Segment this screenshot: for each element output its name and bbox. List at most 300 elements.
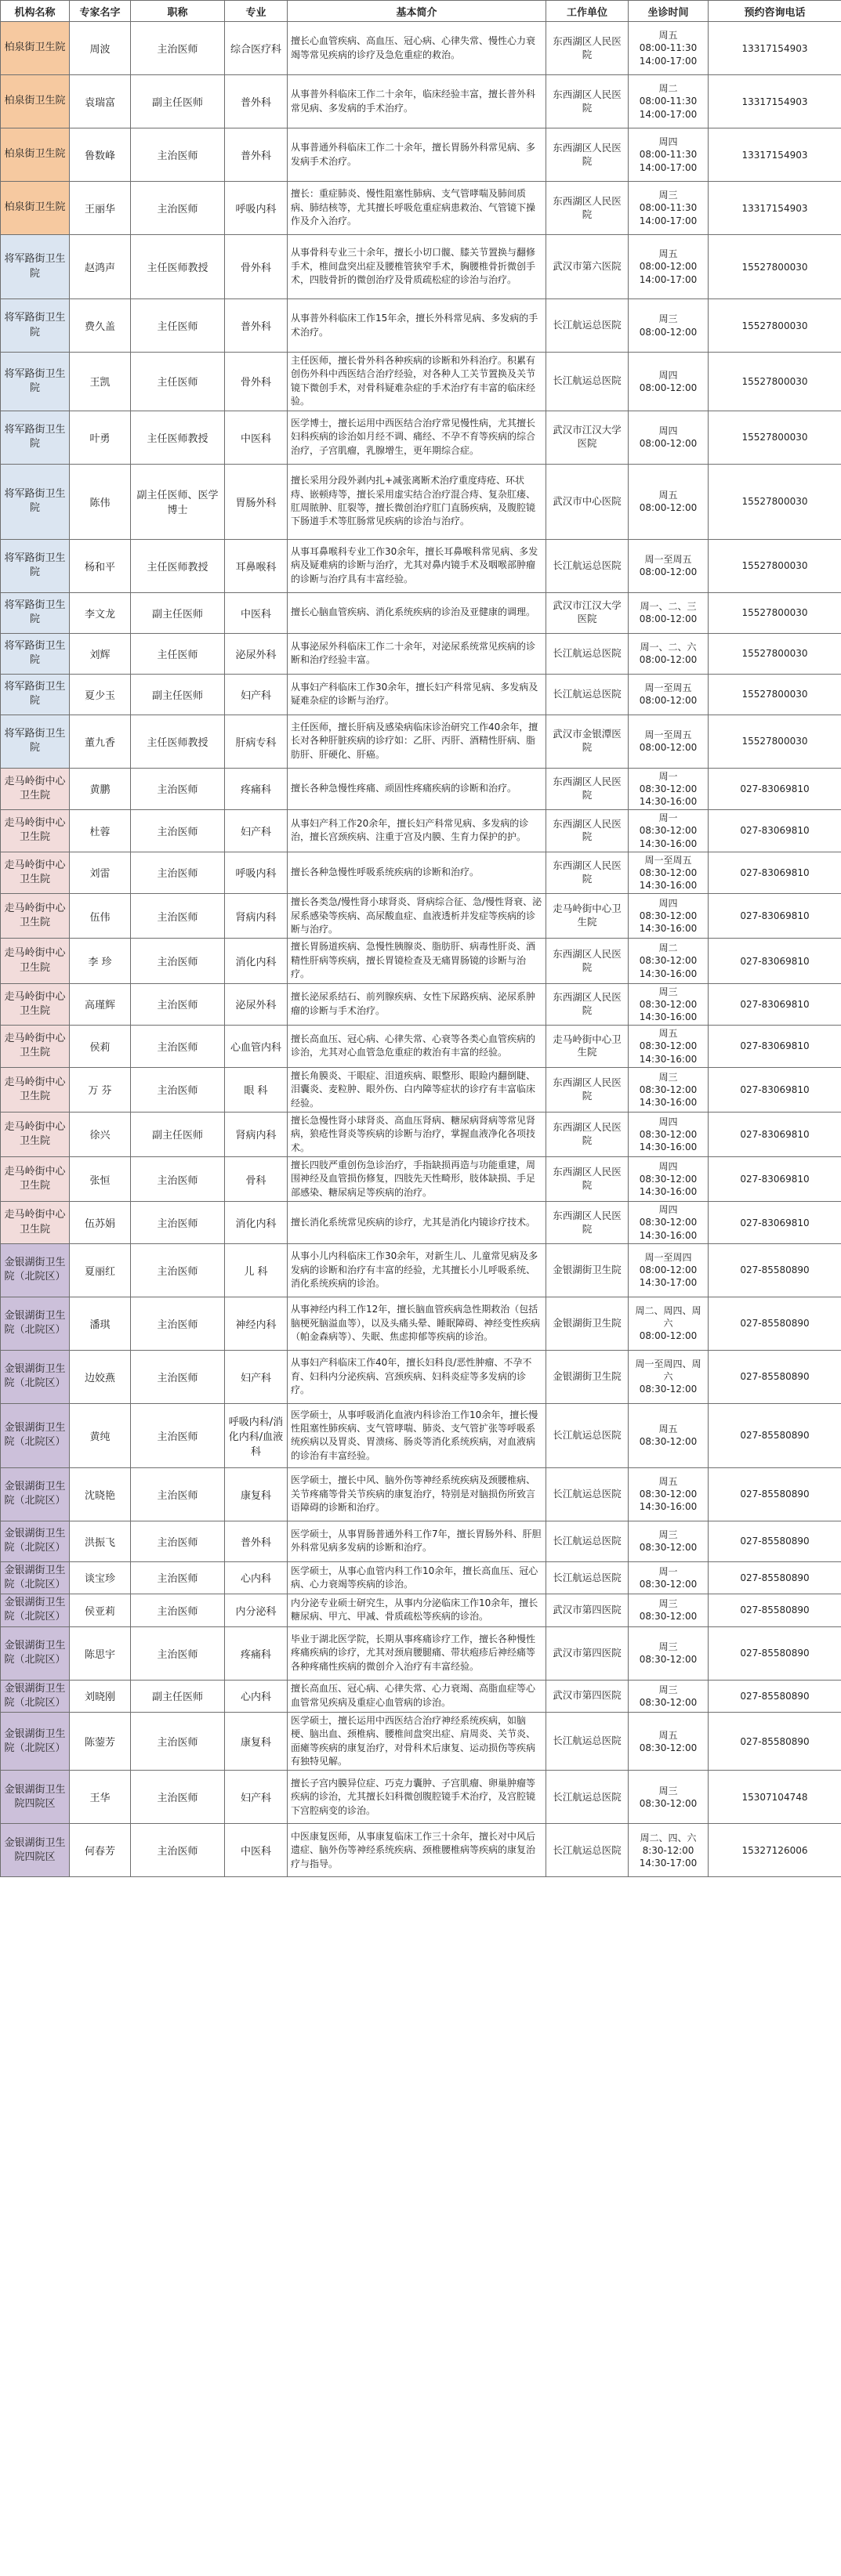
cell-title: 主治医师 (131, 1521, 225, 1561)
cell-bio: 擅长泌尿系结石、前列腺疾病、女性下尿路疾病、泌尿系肿瘤的诊断与手术治疗。 (288, 983, 546, 1026)
column-header-time: 坐诊时间 (629, 1, 709, 22)
cell-org: 柏泉街卫生院 (1, 75, 70, 128)
cell-expert-name: 伍伟 (70, 894, 131, 939)
cell-org: 金银湖街卫生院四院区 (1, 1771, 70, 1824)
cell-bio: 从事耳鼻喉科专业工作30余年，擅长耳鼻喉科常见病、多发病及疑难病的诊断与治疗，尤其对鼻内镜手术及咽喉部肿瘤的诊断与治疗具有丰富经验。 (288, 539, 546, 592)
column-header-workplace: 工作单位 (546, 1, 629, 22)
cell-clinic-time: 周一至周四、周六 08:30-12:00 (629, 1350, 709, 1403)
cell-workplace: 东西湖区人民医院 (546, 22, 629, 75)
cell-specialty: 中医科 (225, 411, 288, 464)
cell-workplace: 东西湖区人民医院 (546, 1202, 629, 1244)
cell-expert-name: 王凯 (70, 353, 131, 411)
cell-org: 金银湖街卫生院（北院区） (1, 1594, 70, 1626)
cell-specialty: 内分泌科 (225, 1594, 288, 1626)
cell-specialty: 心内科 (225, 1680, 288, 1712)
cell-phone: 15527800030 (709, 539, 841, 592)
cell-workplace: 武汉市第六医院 (546, 235, 629, 299)
cell-title: 主治医师 (131, 1202, 225, 1244)
cell-workplace: 东西湖区人民医院 (546, 128, 629, 182)
cell-org: 将军路街卫生院 (1, 715, 70, 768)
cell-org: 金银湖街卫生院（北院区） (1, 1521, 70, 1561)
cell-specialty: 骨科 (225, 1157, 288, 1202)
cell-clinic-time: 周三 08:30-12:00 (629, 1594, 709, 1626)
cell-phone: 027-85580890 (709, 1626, 841, 1680)
cell-phone: 15327126006 (709, 1824, 841, 1877)
cell-title: 主任医师 (131, 633, 225, 674)
cell-expert-name: 鲁数峰 (70, 128, 131, 182)
cell-org: 将军路街卫生院 (1, 539, 70, 592)
cell-phone: 027-85580890 (709, 1561, 841, 1594)
cell-clinic-time: 周二 08:30-12:00 14:30-16:00 (629, 939, 709, 983)
cell-phone: 027-85580890 (709, 1403, 841, 1467)
cell-specialty: 中医科 (225, 1824, 288, 1877)
cell-workplace: 东西湖区人民医院 (546, 939, 629, 983)
cell-expert-name: 李文龙 (70, 592, 131, 633)
column-header-specialty: 专业 (225, 1, 288, 22)
cell-bio: 从事普外科临床工作二十余年，临床经验丰富，擅长普外科常见病、多发病的手术治疗。 (288, 75, 546, 128)
cell-phone: 027-83069810 (709, 983, 841, 1026)
cell-bio: 医学博士，擅长运用中西医结合治疗常见慢性病，尤其擅长妇科疾病的诊治如月经不调、痛经、不孕不育等疾病的综合治疗，子宫肌瘤，乳腺增生，更年期综合症。 (288, 411, 546, 464)
cell-bio: 擅长子宫内膜异位症、巧克力囊肿、子宫肌瘤、卵巢肿瘤等疾病的诊治，尤其擅长妇科微创腹腔镜手术治疗，及宫腔镜下宫腔病变的诊治。 (288, 1771, 546, 1824)
cell-phone: 027-83069810 (709, 1202, 841, 1244)
table-row (1, 1026, 841, 1068)
cell-bio: 擅长心血管疾病、高血压、冠心病、心律失常、慢性心力衰竭等常见疾病的诊疗及急危重症的救治。 (288, 22, 546, 75)
cell-clinic-time: 周五 08:00-11:30 14:00-17:00 (629, 22, 709, 75)
table-row (1, 1771, 841, 1824)
cell-org: 金银湖街卫生院（北院区） (1, 1712, 70, 1771)
cell-phone: 027-85580890 (709, 1467, 841, 1521)
cell-bio: 擅长胃肠道疾病、急慢性胰腺炎、脂肪肝、病毒性肝炎、酒精性肝病等疾病，擅长胃镜检查及无痛胃肠镜的诊断与治疗。 (288, 939, 546, 983)
cell-clinic-time: 周一至周五 08:00-12:00 (629, 715, 709, 768)
cell-expert-name: 袁瑞富 (70, 75, 131, 128)
cell-clinic-time: 周一 08:30-12:00 14:30-16:00 (629, 810, 709, 852)
cell-title: 副主任医师 (131, 1680, 225, 1712)
cell-org: 金银湖街卫生院（北院区） (1, 1626, 70, 1680)
cell-bio: 擅长各类急/慢性肾小球肾炎、肾病综合征、急/慢性肾衰、泌尿系感染等疾病、高尿酸血症、血液透析并发症等疾病的诊断与治疗。 (288, 894, 546, 939)
cell-org: 将军路街卫生院 (1, 592, 70, 633)
cell-bio: 医学硕士，擅长中风、脑外伤等神经系统疾病及颈腰椎病、关节疼痛等骨关节疾病的康复治疗，特别是对脑损伤所致言语障碍的诊断和治疗。 (288, 1467, 546, 1521)
cell-specialty: 普外科 (225, 75, 288, 128)
cell-specialty: 肾病内科 (225, 1112, 288, 1156)
cell-clinic-time: 周四 08:30-12:00 14:30-16:00 (629, 1112, 709, 1156)
column-header-title: 职称 (131, 1, 225, 22)
cell-expert-name: 万 芬 (70, 1067, 131, 1112)
cell-clinic-time: 周五 08:30-12:00 (629, 1403, 709, 1467)
cell-workplace: 武汉市金银潭医院 (546, 715, 629, 768)
cell-phone: 15307104748 (709, 1771, 841, 1824)
cell-title: 主治医师 (131, 1243, 225, 1297)
cell-specialty: 妇产科 (225, 674, 288, 715)
cell-specialty: 骨外科 (225, 235, 288, 299)
cell-clinic-time: 周五 08:30-12:00 14:30-16:00 (629, 1467, 709, 1521)
cell-workplace: 东西湖区人民医院 (546, 182, 629, 235)
cell-clinic-time: 周四 08:30-12:00 14:30-16:00 (629, 1202, 709, 1244)
table-row (1, 1297, 841, 1350)
cell-org: 走马岭街中心卫生院 (1, 852, 70, 894)
cell-bio: 从事神经内科工作12年，擅长脑血管疾病急性期救治（包括脑梗死脑溢血等），以及头痛头晕、睡眠障碍、神经变性疾病（帕金森病等）、失眠、焦虑抑郁等疾病的诊治。 (288, 1297, 546, 1350)
cell-specialty: 妇产科 (225, 1350, 288, 1403)
cell-phone: 027-83069810 (709, 1112, 841, 1156)
cell-title: 主治医师 (131, 1467, 225, 1521)
cell-expert-name: 谈宝珍 (70, 1561, 131, 1594)
table-body (1, 22, 841, 1877)
cell-phone: 027-85580890 (709, 1594, 841, 1626)
cell-specialty: 呼吸内科 (225, 852, 288, 894)
cell-org: 走马岭街中心卫生院 (1, 1157, 70, 1202)
cell-expert-name: 周波 (70, 22, 131, 75)
column-header-name: 专家名字 (70, 1, 131, 22)
table-row (1, 852, 841, 894)
cell-workplace: 金银湖街卫生院 (546, 1350, 629, 1403)
cell-clinic-time: 周四 08:30-12:00 14:30-16:00 (629, 894, 709, 939)
cell-bio: 从事小儿内科临床工作30余年，对新生儿、儿童常见病及多发病的诊断和治疗有丰富的经验，尤其擅长小儿呼吸系统、消化系统疾病的诊治。 (288, 1243, 546, 1297)
cell-title: 副主任医师 (131, 1112, 225, 1156)
cell-expert-name: 侯亚莉 (70, 1594, 131, 1626)
cell-expert-name: 刘晓刚 (70, 1680, 131, 1712)
cell-clinic-time: 周三 08:30-12:00 (629, 1626, 709, 1680)
cell-workplace: 长江航运总医院 (546, 1403, 629, 1467)
cell-clinic-time: 周四 08:00-11:30 14:00-17:00 (629, 128, 709, 182)
cell-org: 走马岭街中心卫生院 (1, 894, 70, 939)
cell-specialty: 普外科 (225, 299, 288, 353)
cell-title: 主任医师教授 (131, 539, 225, 592)
cell-clinic-time: 周一、二、三 08:00-12:00 (629, 592, 709, 633)
cell-workplace: 东西湖区人民医院 (546, 1067, 629, 1112)
cell-bio: 擅长采用分段外剥内扎+减张离断术治疗重度痔疮、环状痔、嵌顿痔等，擅长采用虚实结合治疗混合痔、复杂肛瘘、肛周脓肿、肛裂等，擅长微创治疗肛门直肠疾病，及腹腔镜下肠道手术等肛肠常见疾病的诊治与治疗。 (288, 464, 546, 539)
cell-clinic-time: 周四 08:00-12:00 (629, 353, 709, 411)
column-header-org: 机构名称 (1, 1, 70, 22)
cell-phone: 15527800030 (709, 715, 841, 768)
table-row (1, 810, 841, 852)
cell-workplace: 东西湖区人民医院 (546, 1112, 629, 1156)
cell-specialty: 消化内科 (225, 939, 288, 983)
cell-org: 金银湖街卫生院（北院区） (1, 1467, 70, 1521)
table-row (1, 1403, 841, 1467)
table-row (1, 1467, 841, 1521)
cell-org: 金银湖街卫生院（北院区） (1, 1297, 70, 1350)
table-header-row (1, 1, 841, 22)
cell-org: 柏泉街卫生院 (1, 128, 70, 182)
cell-phone: 027-85580890 (709, 1680, 841, 1712)
cell-phone: 15527800030 (709, 353, 841, 411)
cell-org: 金银湖街卫生院四院区 (1, 1824, 70, 1877)
cell-org: 金银湖街卫生院（北院区） (1, 1561, 70, 1594)
cell-bio: 擅长四肢严重创伤急诊治疗，手指缺损再造与功能重建，周围神经及血管损伤修复，四肢先天性畸形，肢体缺损、手足部感染、糖尿病足等疾病的治疗。 (288, 1157, 546, 1202)
cell-bio: 内分泌专业硕士研究生，从事内分泌临床工作10余年，擅长糖尿病、甲亢、甲减、骨质疏松等疾病的诊治。 (288, 1594, 546, 1626)
table-row (1, 715, 841, 768)
cell-specialty: 呼吸内科 (225, 182, 288, 235)
cell-phone: 027-85580890 (709, 1712, 841, 1771)
cell-bio: 主任医师，擅长肝病及感染病临床诊治研究工作40余年，擅长对各种肝脏疾病的诊疗如：乙肝、丙肝、酒精性肝病、脂肪肝、肝硬化、肝癌。 (288, 715, 546, 768)
cell-title: 主治医师 (131, 1824, 225, 1877)
cell-clinic-time: 周三 08:30-12:00 (629, 1521, 709, 1561)
cell-phone: 027-83069810 (709, 894, 841, 939)
cell-specialty: 普外科 (225, 128, 288, 182)
cell-clinic-time: 周五 08:30-12:00 (629, 1712, 709, 1771)
cell-org: 将军路街卫生院 (1, 235, 70, 299)
cell-expert-name: 黄鹏 (70, 768, 131, 810)
cell-phone: 027-85580890 (709, 1350, 841, 1403)
table-row (1, 983, 841, 1026)
cell-clinic-time: 周二 08:00-11:30 14:00-17:00 (629, 75, 709, 128)
cell-specialty: 肝病专科 (225, 715, 288, 768)
cell-workplace: 长江航运总医院 (546, 1824, 629, 1877)
cell-bio: 从事普外科临床工作15年余，擅长外科常见病、多发病的手术治疗。 (288, 299, 546, 353)
cell-title: 主治医师 (131, 1157, 225, 1202)
cell-clinic-time: 周三 08:30-12:00 (629, 1771, 709, 1824)
cell-clinic-time: 周二、四、六 8:30-12:00 14:30-17:00 (629, 1824, 709, 1877)
cell-org: 将军路街卫生院 (1, 633, 70, 674)
cell-bio: 擅长高血压、冠心病、心律失常、心衰等各类心血管疾病的诊治，尤其对心血管急危重症的救治有丰富的经验。 (288, 1026, 546, 1068)
cell-phone: 027-83069810 (709, 768, 841, 810)
cell-bio: 擅长各种急慢性呼吸系统疾病的诊断和治疗。 (288, 852, 546, 894)
cell-org: 将军路街卫生院 (1, 411, 70, 464)
cell-specialty: 综合医疗科 (225, 22, 288, 75)
cell-phone: 027-83069810 (709, 939, 841, 983)
cell-specialty: 泌尿外科 (225, 983, 288, 1026)
cell-clinic-time: 周一至周五 08:30-12:00 14:30-16:00 (629, 852, 709, 894)
cell-org: 柏泉街卫生院 (1, 22, 70, 75)
table-row (1, 592, 841, 633)
cell-title: 主治医师 (131, 1626, 225, 1680)
cell-title: 主治医师 (131, 1561, 225, 1594)
cell-specialty: 妇产科 (225, 1771, 288, 1824)
cell-bio: 从事泌尿外科临床工作二十余年，对泌尿系统常见疾病的诊断和治疗经验丰富。 (288, 633, 546, 674)
cell-expert-name: 徐兴 (70, 1112, 131, 1156)
cell-title: 主治医师 (131, 939, 225, 983)
cell-org: 将军路街卫生院 (1, 353, 70, 411)
cell-expert-name: 王丽华 (70, 182, 131, 235)
cell-bio: 从事妇产科临床工作40年，擅长妇科良/恶性肿瘤、不孕不育、妇科内分泌疾病、宫颈疾病、妇科炎症等多发病的诊疗。 (288, 1350, 546, 1403)
table-row (1, 22, 841, 75)
cell-bio: 毕业于湖北医学院，长期从事疼痛诊疗工作，擅长各种慢性疼痛疾病的诊疗，尤其对颈肩腰腿痛、带状疱疹后神经痛等各种疼痛性疾病的微创介入治疗有丰富经验。 (288, 1626, 546, 1680)
cell-specialty: 心血管内科 (225, 1026, 288, 1068)
cell-specialty: 普外科 (225, 1521, 288, 1561)
cell-title: 副主任医师 (131, 75, 225, 128)
cell-title: 副主任医师 (131, 674, 225, 715)
cell-expert-name: 高瑾辉 (70, 983, 131, 1026)
table-row (1, 75, 841, 128)
cell-org: 柏泉街卫生院 (1, 182, 70, 235)
cell-title: 主治医师 (131, 1594, 225, 1626)
cell-title: 主治医师 (131, 768, 225, 810)
cell-bio: 擅长角膜炎、干眼症、泪道疾病、眼整形、眼睑内翻倒睫、泪囊炎、麦粒肿、眼外伤、白内障等症状的诊疗有丰富临床经验。 (288, 1067, 546, 1112)
cell-specialty: 消化内科 (225, 1202, 288, 1244)
table-row (1, 235, 841, 299)
table-row (1, 353, 841, 411)
table-row (1, 674, 841, 715)
cell-specialty: 妇产科 (225, 810, 288, 852)
table-row (1, 894, 841, 939)
cell-workplace: 走马岭街中心卫生院 (546, 1026, 629, 1068)
cell-org: 走马岭街中心卫生院 (1, 810, 70, 852)
cell-phone: 15527800030 (709, 464, 841, 539)
cell-clinic-time: 周三 08:30-12:00 (629, 1680, 709, 1712)
cell-org: 金银湖街卫生院（北院区） (1, 1350, 70, 1403)
cell-bio: 擅长各种急慢性疼痛、顽固性疼痛疾病的诊断和治疗。 (288, 768, 546, 810)
cell-phone: 15527800030 (709, 633, 841, 674)
cell-workplace: 武汉市中心医院 (546, 464, 629, 539)
cell-specialty: 肾病内科 (225, 894, 288, 939)
cell-title: 主治医师 (131, 1771, 225, 1824)
cell-title: 主治医师 (131, 22, 225, 75)
cell-org: 走马岭街中心卫生院 (1, 1067, 70, 1112)
cell-clinic-time: 周一 08:30-12:00 (629, 1561, 709, 1594)
cell-title: 主任医师 (131, 299, 225, 353)
cell-phone: 15527800030 (709, 235, 841, 299)
cell-expert-name: 何春芳 (70, 1824, 131, 1877)
cell-bio: 中医康复医师，从事康复临床工作三十余年，擅长对中风后遗症、脑外伤等神经系统疾病、颈椎腰椎病等疾病的康复治疗与指导。 (288, 1824, 546, 1877)
cell-workplace: 金银湖街卫生院 (546, 1297, 629, 1350)
table-row (1, 299, 841, 353)
table-row (1, 1521, 841, 1561)
cell-clinic-time: 周一至周五 08:00-12:00 (629, 674, 709, 715)
cell-workplace: 长江航运总医院 (546, 1771, 629, 1824)
cell-expert-name: 王华 (70, 1771, 131, 1824)
table-row (1, 128, 841, 182)
cell-phone: 15527800030 (709, 411, 841, 464)
cell-expert-name: 刘辉 (70, 633, 131, 674)
cell-specialty: 骨外科 (225, 353, 288, 411)
cell-clinic-time: 周一至周五 08:00-12:00 (629, 539, 709, 592)
cell-clinic-time: 周三 08:00-11:30 14:00-17:00 (629, 182, 709, 235)
table-row (1, 1561, 841, 1594)
cell-expert-name: 刘雷 (70, 852, 131, 894)
cell-title: 主治医师 (131, 1297, 225, 1350)
cell-workplace: 东西湖区人民医院 (546, 983, 629, 1026)
cell-bio: 从事妇产科临床工作30余年，擅长妇产科常见病、多发病及疑难杂症的诊断与治疗。 (288, 674, 546, 715)
cell-phone: 13317154903 (709, 75, 841, 128)
table-row (1, 1350, 841, 1403)
cell-expert-name: 张恒 (70, 1157, 131, 1202)
cell-specialty: 泌尿外科 (225, 633, 288, 674)
cell-workplace: 长江航运总医院 (546, 1467, 629, 1521)
cell-phone: 027-83069810 (709, 1026, 841, 1068)
cell-workplace: 走马岭街中心卫生院 (546, 894, 629, 939)
cell-specialty: 疼痛科 (225, 768, 288, 810)
table-row (1, 539, 841, 592)
cell-workplace: 长江航运总医院 (546, 1712, 629, 1771)
cell-bio: 擅长消化系统常见疾病的诊疗，尤其是消化内镜诊疗技术。 (288, 1202, 546, 1244)
cell-expert-name: 叶勇 (70, 411, 131, 464)
cell-phone: 027-85580890 (709, 1297, 841, 1350)
table-row (1, 1243, 841, 1297)
cell-specialty: 眼 科 (225, 1067, 288, 1112)
cell-bio: 擅长心脑血管疾病、消化系统疾病的诊治及亚健康的调理。 (288, 592, 546, 633)
cell-workplace: 东西湖区人民医院 (546, 1157, 629, 1202)
cell-expert-name: 赵鸿声 (70, 235, 131, 299)
cell-bio: 主任医师，擅长骨外科各种疾病的诊断和外科治疗。积累有创伤外科中西医结合治疗经验，对各种人工关节置换及关节镜下微创手术，对骨科疑难杂症的手术治疗有丰富的临床经验。 (288, 353, 546, 411)
cell-clinic-time: 周三 08:30-12:00 14:30-16:00 (629, 1067, 709, 1112)
cell-title: 主治医师 (131, 1403, 225, 1467)
cell-phone: 15527800030 (709, 592, 841, 633)
cell-workplace: 东西湖区人民医院 (546, 75, 629, 128)
cell-workplace: 长江航运总医院 (546, 539, 629, 592)
cell-workplace: 长江航运总医院 (546, 353, 629, 411)
cell-expert-name: 边姣燕 (70, 1350, 131, 1403)
table-row (1, 182, 841, 235)
cell-workplace: 武汉市第四医院 (546, 1594, 629, 1626)
cell-expert-name: 夏丽红 (70, 1243, 131, 1297)
cell-clinic-time: 周三 08:00-12:00 (629, 299, 709, 353)
cell-title: 主治医师 (131, 128, 225, 182)
cell-title: 主治医师 (131, 983, 225, 1026)
cell-phone: 13317154903 (709, 182, 841, 235)
cell-bio: 医学硕士，从事胃肠普通外科工作7年，擅长胃肠外科、肝胆外科常见病多发病的诊断和治疗。 (288, 1521, 546, 1561)
cell-bio: 擅长：重症肺炎、慢性阻塞性肺病、支气管哮喘及肺间质病、肺结核等，尤其擅长呼吸危重症病患救治、气管镜下操作及介入治疗。 (288, 182, 546, 235)
cell-org: 走马岭街中心卫生院 (1, 1026, 70, 1068)
table-row (1, 1067, 841, 1112)
cell-specialty: 心内科 (225, 1561, 288, 1594)
table-row (1, 411, 841, 464)
cell-title: 副主任医师 (131, 592, 225, 633)
cell-title: 主治医师 (131, 182, 225, 235)
cell-expert-name: 陈蓥芳 (70, 1712, 131, 1771)
cell-org: 走马岭街中心卫生院 (1, 1112, 70, 1156)
cell-workplace: 长江航运总医院 (546, 299, 629, 353)
cell-title: 主治医师 (131, 1026, 225, 1068)
cell-specialty: 耳鼻喉科 (225, 539, 288, 592)
cell-phone: 027-83069810 (709, 852, 841, 894)
cell-phone: 15527800030 (709, 299, 841, 353)
cell-title: 主任医师教授 (131, 715, 225, 768)
table-row (1, 939, 841, 983)
cell-workplace: 武汉市第四医院 (546, 1680, 629, 1712)
cell-clinic-time: 周四 08:00-12:00 (629, 411, 709, 464)
cell-org: 走马岭街中心卫生院 (1, 768, 70, 810)
cell-phone: 15527800030 (709, 674, 841, 715)
cell-workplace: 长江航运总医院 (546, 1521, 629, 1561)
cell-title: 主治医师 (131, 810, 225, 852)
cell-bio: 从事骨科专业三十余年，擅长小切口髋、膝关节置换与翻修手术，椎间盘突出症及腰椎管狭窄手术，胸腰椎骨折微创手术，四肢骨折的微创治疗及骨质疏松症的诊治与治疗。 (288, 235, 546, 299)
cell-specialty: 呼吸内科/消化内科/血液科 (225, 1403, 288, 1467)
cell-title: 主治医师 (131, 1067, 225, 1112)
cell-org: 将军路街卫生院 (1, 299, 70, 353)
cell-expert-name: 沈晓艳 (70, 1467, 131, 1521)
cell-phone: 027-85580890 (709, 1521, 841, 1561)
cell-clinic-time: 周五 08:00-12:00 (629, 464, 709, 539)
cell-title: 副主任医师、医学博士 (131, 464, 225, 539)
cell-org: 走马岭街中心卫生院 (1, 939, 70, 983)
cell-org: 金银湖街卫生院（北院区） (1, 1680, 70, 1712)
cell-org: 走马岭街中心卫生院 (1, 1202, 70, 1244)
table-row (1, 1202, 841, 1244)
cell-expert-name: 陈思宇 (70, 1626, 131, 1680)
cell-specialty: 神经内科 (225, 1297, 288, 1350)
cell-workplace: 武汉市江汉大学医院 (546, 411, 629, 464)
cell-expert-name: 伍苏娟 (70, 1202, 131, 1244)
cell-title: 主治医师 (131, 1712, 225, 1771)
table-row (1, 768, 841, 810)
cell-clinic-time: 周一、二、六 08:00-12:00 (629, 633, 709, 674)
cell-org: 金银湖街卫生院（北院区） (1, 1403, 70, 1467)
cell-workplace: 武汉市第四医院 (546, 1626, 629, 1680)
cell-phone: 027-83069810 (709, 810, 841, 852)
cell-bio: 医学硕士，从事呼吸消化血液内科诊治工作10余年，擅长慢性阻塞性肺疾病、支气管哮喘、肺炎、支气管扩张等呼吸系统疾病以及胃炎、胃溃疡、肠炎等消化系统疾病，对血液病的诊治有丰富经验。 (288, 1403, 546, 1467)
cell-workplace: 东西湖区人民医院 (546, 768, 629, 810)
cell-clinic-time: 周五 08:30-12:00 14:30-16:00 (629, 1026, 709, 1068)
cell-expert-name: 杜蓉 (70, 810, 131, 852)
cell-bio: 擅长急慢性肾小球肾炎、高血压肾病、糖尿病肾病等常见肾病，狼疮性肾炎等疾病的诊断与治疗，掌握血液净化各项技术。 (288, 1112, 546, 1156)
cell-clinic-time: 周一 08:30-12:00 14:30-16:00 (629, 768, 709, 810)
cell-workplace: 东西湖区人民医院 (546, 810, 629, 852)
cell-specialty: 疼痛科 (225, 1626, 288, 1680)
cell-workplace: 武汉市江汉大学医院 (546, 592, 629, 633)
cell-org: 将军路街卫生院 (1, 674, 70, 715)
cell-title: 主任医师教授 (131, 411, 225, 464)
cell-bio: 从事妇产科工作20余年，擅长妇产科常见病、多发病的诊治，擅长宫颈疾病、注重于宫及内膜、生育力保护的护。 (288, 810, 546, 852)
column-header-bio: 基本简介 (288, 1, 546, 22)
